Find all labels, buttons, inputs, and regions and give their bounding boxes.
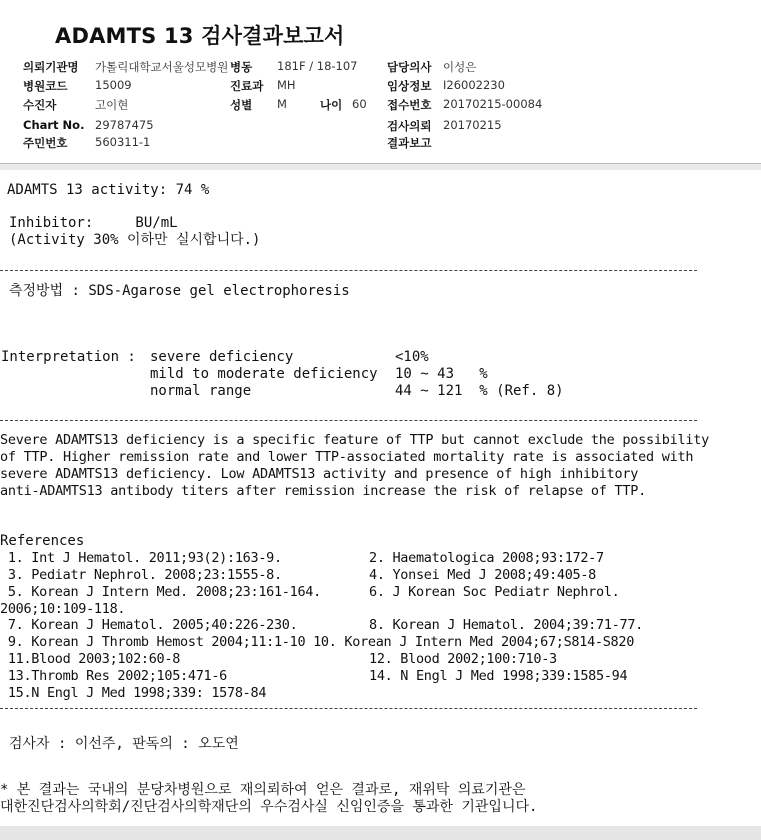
interp-name-1: severe deficiency [150, 349, 294, 365]
interpretation-label: Interpretation : [1, 349, 136, 365]
sex-value: M [277, 97, 287, 111]
doctor-value: 이성은 [443, 60, 477, 74]
reference-item: 2. Haematologica 2008;93:172-7 [369, 550, 604, 566]
code-label: 병원코드 [23, 79, 68, 93]
header-divider [0, 163, 761, 170]
chart-label: Chart No. [23, 118, 85, 132]
interp-range-1: <10% [395, 349, 429, 365]
reference-item: 13.Thromb Res 2002;105:471-6 [0, 668, 228, 684]
report-label: 결과보고 [387, 136, 432, 150]
hospital-label: 의뢰기관명 [23, 60, 79, 74]
reference-item: 12. Blood 2002;100:710-3 [369, 651, 557, 667]
reference-item: 15.N Engl J Med 1998;339: 1578-84 [0, 685, 267, 701]
inhibitor-result: Inhibitor: BU/mL [9, 215, 178, 231]
comment-line-2: of TTP. Higher remission rate and lower TTP-associated mortality rate is associated with [0, 449, 694, 465]
request-value: 20170215 [443, 118, 502, 132]
ward-label: 병동 [230, 60, 253, 74]
interp-name-3: normal range [150, 383, 252, 399]
clinical-value: I26002230 [443, 78, 505, 92]
method-line: 측정방법 : SDS-Agarose gel electrophoresis [9, 283, 350, 299]
id-label: 주민번호 [23, 136, 68, 150]
inhibitor-note: (Activity 30% 이하만 실시합니다.) [9, 232, 261, 248]
reference-item: 6. J Korean Soc Pediatr Nephrol. [369, 584, 620, 600]
reference-item: 11.Blood 2003;102:60-8 [0, 651, 181, 667]
bottom-bar [0, 826, 761, 840]
sex-label: 성별 [230, 98, 253, 112]
interp-range-2: 10 ~ 43 % [395, 366, 488, 382]
comment-line-3: severe ADAMTS13 deficiency. Low ADAMTS13 activity and presence of high inhibitory [0, 466, 639, 482]
reference-item: 1. Int J Hematol. 2011;93(2):163-9. [0, 550, 282, 566]
reference-item: 4. Yonsei Med J 2008;49:405-8 [369, 567, 597, 583]
separator-line [0, 708, 697, 709]
report-title: ADAMTS 13 검사결과보고서 [55, 24, 345, 48]
dept-label: 진료과 [230, 79, 264, 93]
reference-item: 7. Korean J Hematol. 2005;40:226-230. [0, 617, 298, 633]
ward-value: 181F / 18-107 [277, 59, 358, 73]
comment-line-1: Severe ADAMTS13 deficiency is a specific feature of TTP but cannot exclude the possibility [0, 432, 709, 448]
receipt-value: 20170215-00084 [443, 97, 543, 111]
doctor-label: 담당의사 [387, 60, 432, 74]
activity-result: ADAMTS 13 activity: 74 % [7, 182, 210, 198]
hospital-value: 가톨릭대학교서울성모병원 [95, 60, 229, 74]
request-label: 검사의뢰 [387, 119, 432, 133]
references-title: References [0, 533, 85, 549]
id-value: 560311-1 [95, 135, 151, 149]
dept-value: MH [277, 78, 296, 92]
interp-name-2: mild to moderate deficiency [150, 366, 378, 382]
comment-line-4: anti-ADAMTS13 antibody titers after remission increase the risk of relapse of TTP. [0, 483, 646, 499]
separator-line [0, 420, 697, 421]
receipt-label: 접수번호 [387, 98, 432, 112]
footer-note-2: 대한진단검사의학회/진단검사의학재단의 우수검사실 신임인증을 통과한 기관입니다. [0, 799, 538, 815]
reference-item: 9. Korean J Thromb Hemost 2004;11:1-10 10. Korean J Intern Med 2004;67;S814-S820 [0, 634, 635, 650]
interp-range-3: 44 ~ 121 % (Ref. 8) [395, 383, 564, 399]
patient-label: 수진자 [23, 98, 57, 112]
footer-note-1: * 본 결과는 국내의 분당차병원으로 재의뢰하여 얻은 결과로, 재위탁 의료기관은 [0, 782, 526, 798]
clinical-label: 임상정보 [387, 79, 432, 93]
code-value: 15009 [95, 78, 132, 92]
chart-value: 29787475 [95, 118, 154, 132]
examiner-line: 검사자 : 이선주, 판독의 : 오도연 [9, 736, 239, 752]
separator-line [0, 270, 697, 271]
reference-item: 8. Korean J Hematol. 2004;39:71-77. [369, 617, 643, 633]
age-label: 나이 [320, 98, 343, 112]
reference-item: 5. Korean J Intern Med. 2008;23:161-164. [0, 584, 321, 600]
patient-value: 고이현 [95, 98, 129, 112]
age-value: 60 [352, 97, 367, 111]
reference-item: 14. N Engl J Med 1998;339:1585-94 [369, 668, 628, 684]
reference-item: 3. Pediatr Nephrol. 2008;23:1555-8. [0, 567, 282, 583]
reference-item: 2006;10:109-118. [0, 601, 126, 617]
